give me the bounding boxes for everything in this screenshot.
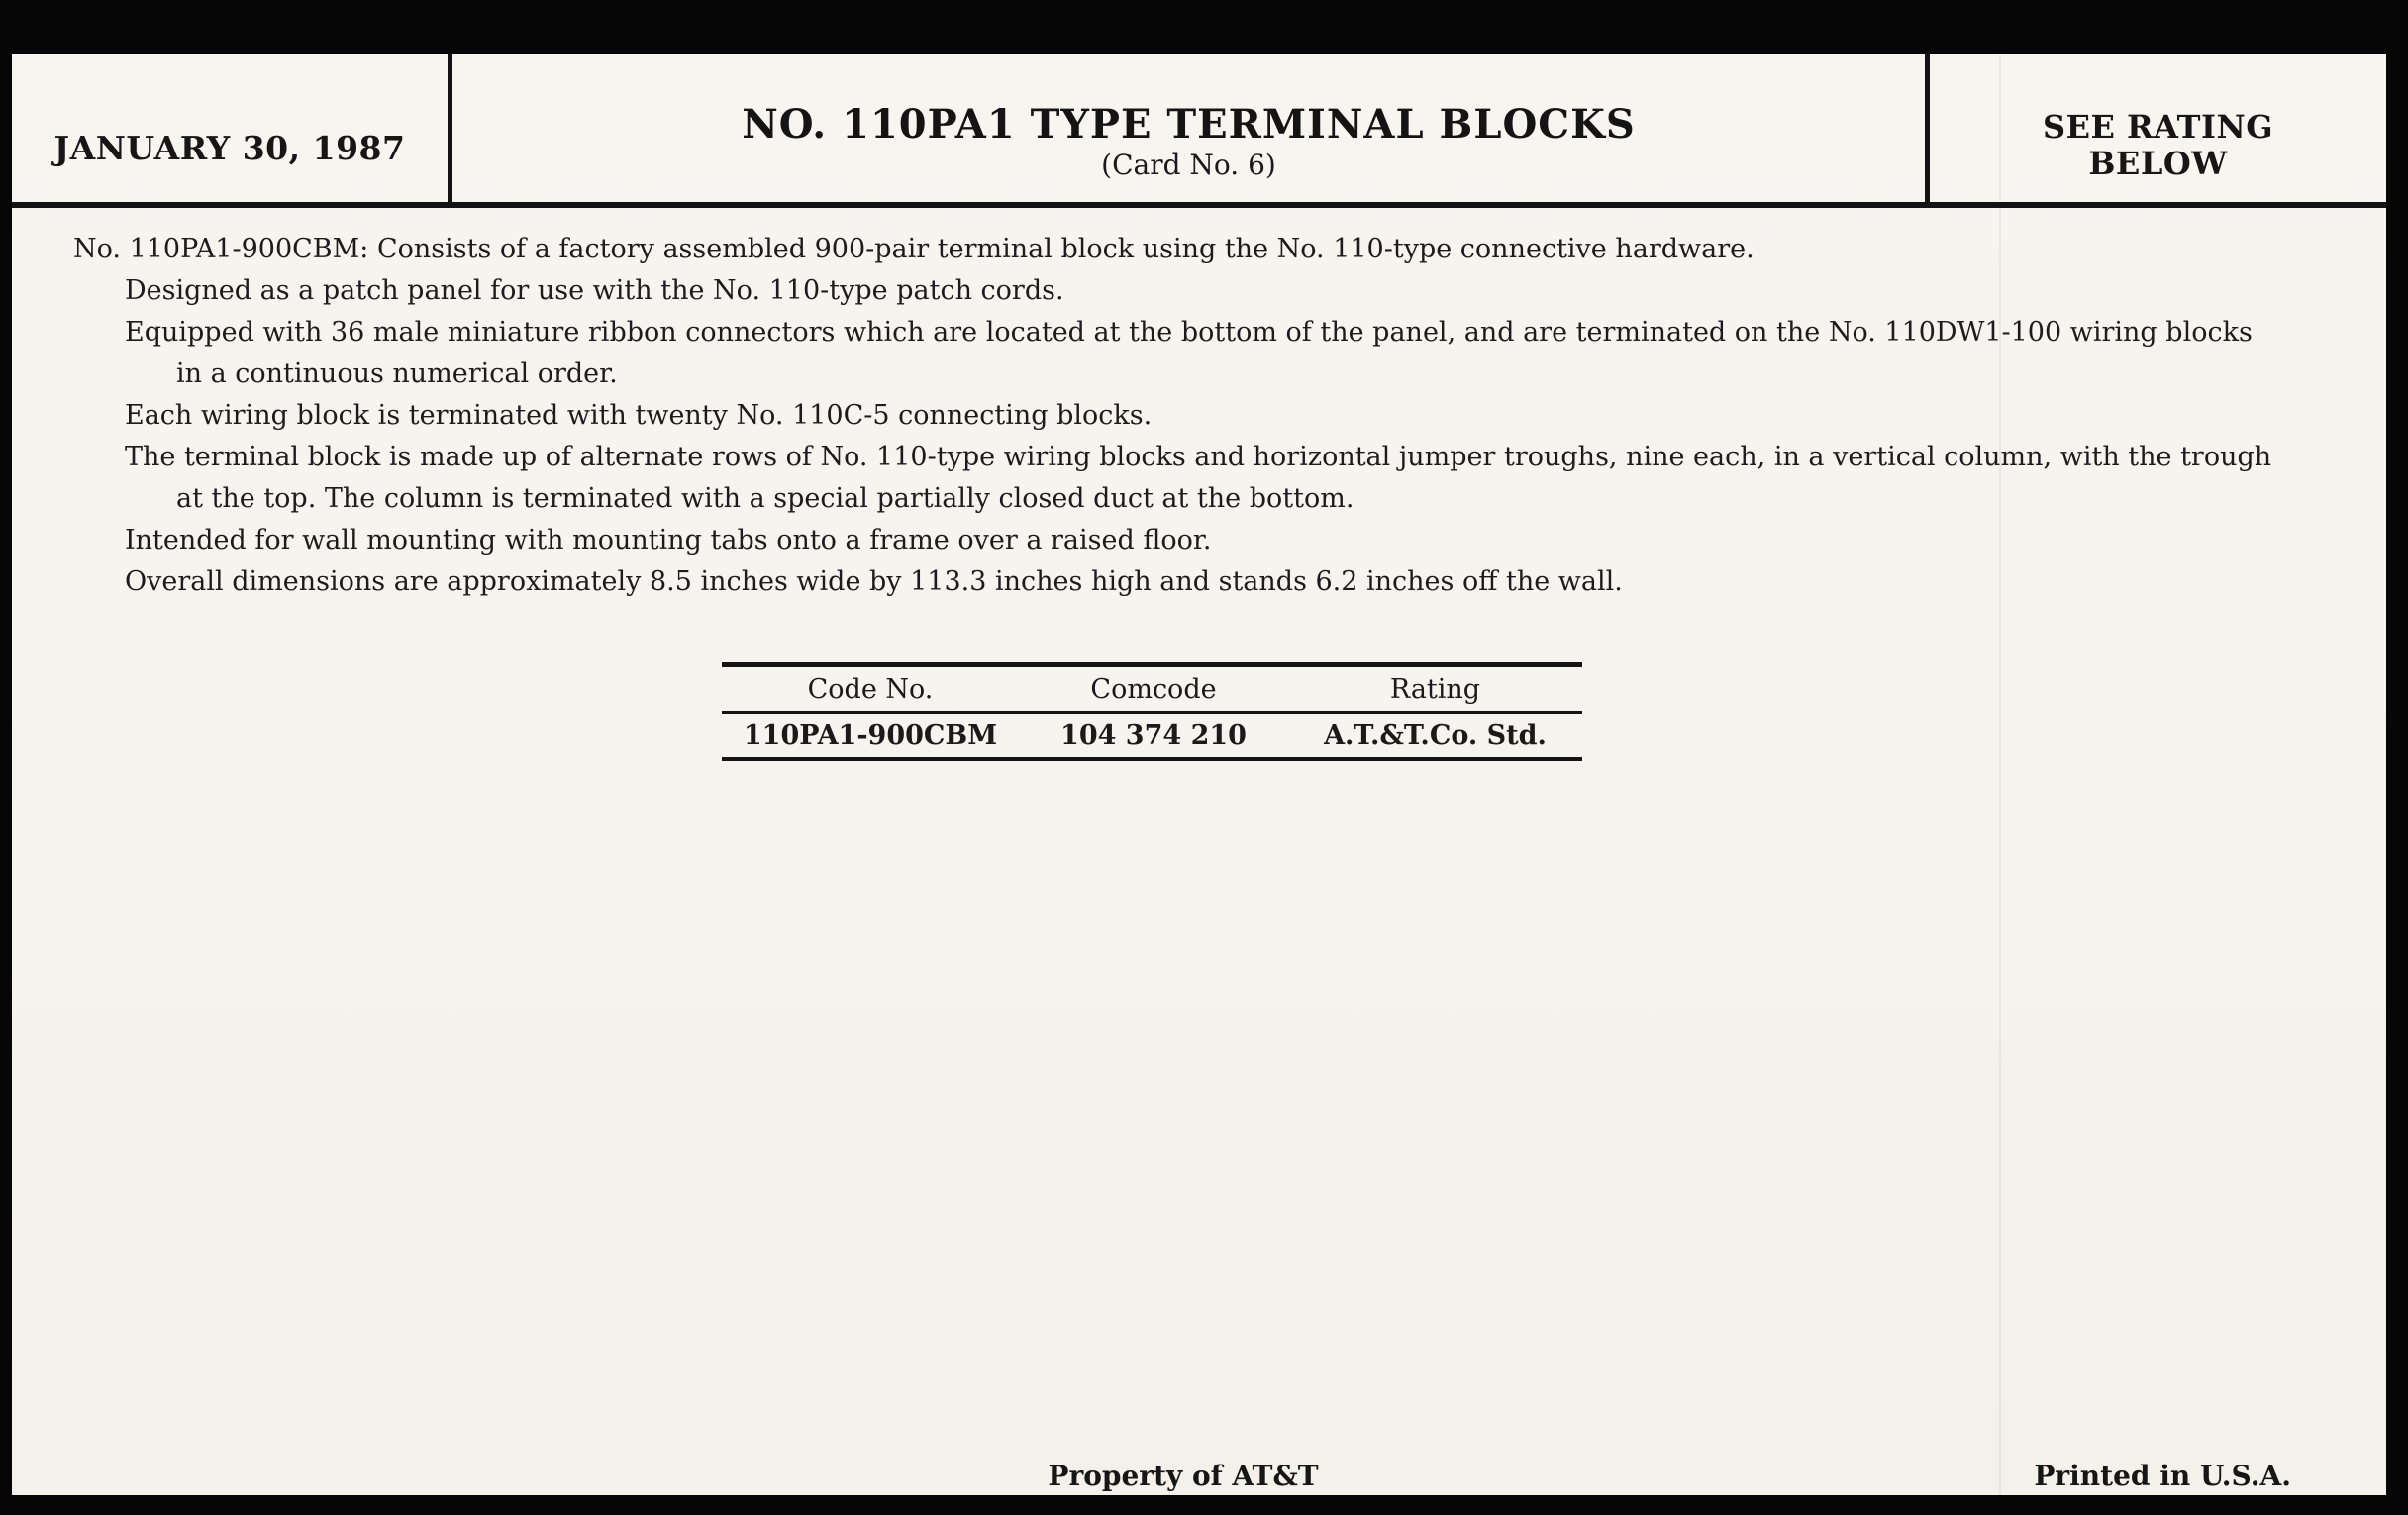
description-line: Overall dimensions are approximately 8.5 inches wide by 113.3 inches high and stands 6.2 inches off the wall.: [125, 566, 1623, 597]
rating-table-cell-code: 110PA1-900CBM: [743, 720, 998, 751]
rating-table-header-row: [722, 665, 1582, 713]
card-page: [12, 54, 2386, 1495]
footer-property-notice: Property of AT&T: [1048, 1460, 1319, 1492]
header-title-block: [452, 54, 1925, 202]
description-text: [12, 229, 2386, 603]
rating-table: [722, 662, 1582, 761]
header-date: JANUARY 30, 1987: [53, 129, 406, 167]
description-line: Designed as a patch panel for use with the No. 110-type patch cords.: [125, 275, 1064, 306]
rating-table-header-comcode: Comcode: [1019, 665, 1288, 713]
rating-table-header-code: Code No.: [722, 665, 1019, 713]
description-line: No. 110PA1-900CBM: Consists of a factory assembled 900-pair terminal block using the No. 110-type connective hardware.: [73, 234, 1755, 264]
rating-table-header-rating: Rating: [1288, 665, 1582, 713]
rating-table-cell-comcode: 104 374 210: [1060, 720, 1247, 751]
header-rule: [12, 202, 2386, 208]
rating-note-line-1: SEE RATING: [2042, 108, 2274, 146]
card-footer: [12, 1460, 2386, 1493]
description-line: Intended for wall mounting with mounting tabs onto a frame over a raised floor.: [125, 525, 1212, 556]
header-rating-note: [1930, 54, 2386, 202]
rating-note-line-2: BELOW: [2088, 145, 2228, 182]
description-line: Each wiring block is terminated with twenty No. 110C-5 connecting blocks.: [125, 400, 1153, 431]
description-line: in a continuous numerical order.: [176, 358, 618, 389]
description-line: at the top. The column is terminated with a special partially closed duct at the bottom.: [176, 483, 1354, 514]
card-subtitle: (Card No. 6): [1101, 149, 1276, 181]
footer-printed-notice: Printed in U.S.A.: [2034, 1460, 2291, 1492]
rating-table-data-row: [722, 713, 1582, 759]
description-line: The terminal block is made up of alternate rows of No. 110-type wiring blocks and horizontal jumper troughs, nine each, in a vertical column, with the trough: [125, 442, 2272, 472]
card-header: [12, 54, 2386, 208]
description-line: Equipped with 36 male miniature ribbon connectors which are located at the bottom of the panel, and are terminated on the No. 110DW1-100 wiring blocks: [125, 317, 2253, 348]
rating-table-cell-rating: A.T.&T.Co. Std.: [1324, 720, 1547, 751]
card-title: NO. 110PA1 TYPE TERMINAL BLOCKS: [742, 101, 1636, 148]
